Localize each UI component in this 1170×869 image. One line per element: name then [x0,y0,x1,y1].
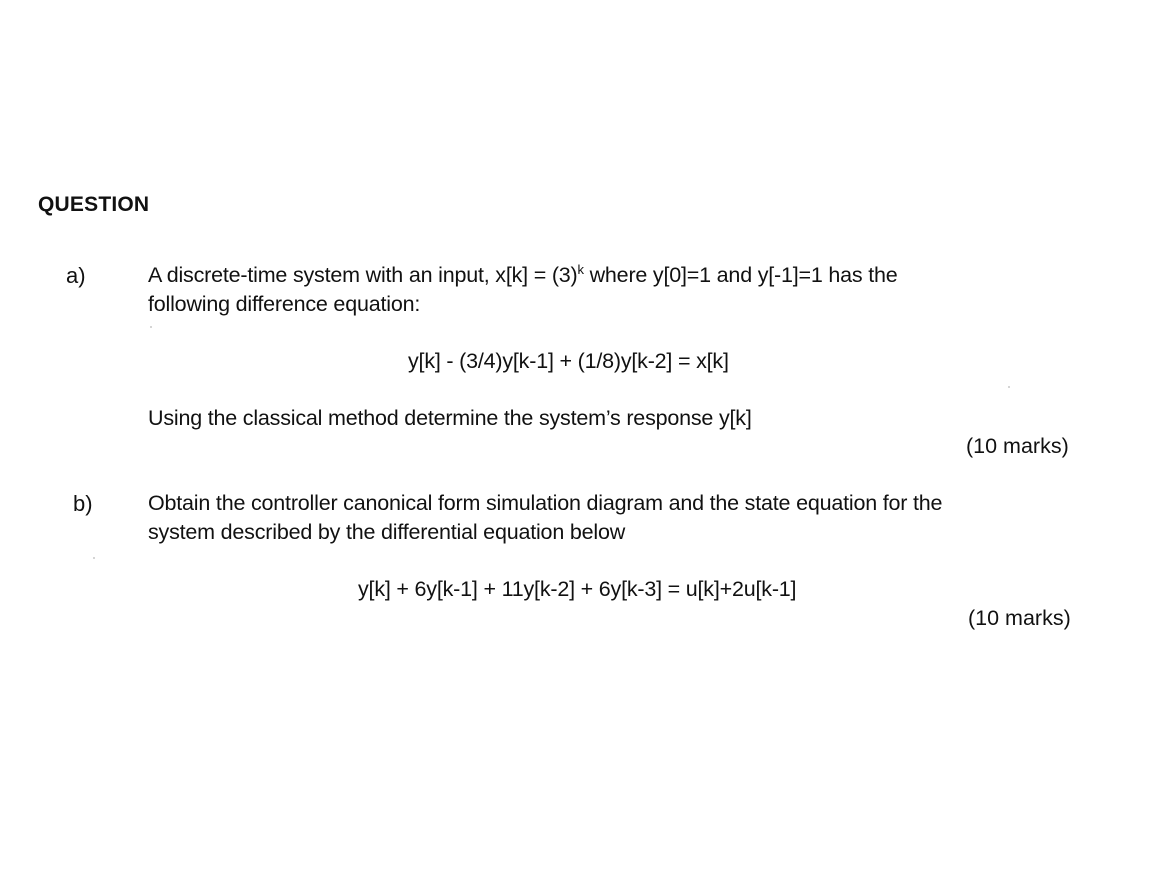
part-a-problem-text [148,261,898,319]
part-a-equation: y[k] - (3/4)y[k-1] + (1/8)y[k-2] = x[k] [408,349,729,373]
question-heading: QUESTION [38,193,150,216]
part-a-label: a) [66,263,86,288]
scan-speck [150,326,152,328]
scan-speck [1008,386,1010,388]
part-b-line2: system described by the differential equation below [148,520,626,544]
part-b-line1: Obtain the controller canonical form simulation diagram and the state equation for the [148,491,943,515]
part-b-problem-text [148,489,942,547]
part-a-instruction: Using the classical method determine the system’s response y[k] [148,406,752,430]
part-a-marks: (10 marks) [966,434,1069,458]
part-b-marks: (10 marks) [968,606,1071,630]
part-b-label: b) [73,491,93,516]
part-b-equation: y[k] + 6y[k-1] + 11y[k-2] + 6y[k-3] = u[k]+2u[k-1] [358,577,797,601]
part-a-line2: following difference equation: [148,292,421,316]
part-a-exponent: k [577,261,584,277]
scan-speck [93,557,95,559]
part-a-line1-start: A discrete-time system with an input, x[k] = (3) [148,263,578,287]
part-a-line1-end: where y[0]=1 and y[-1]=1 has the [583,263,898,287]
